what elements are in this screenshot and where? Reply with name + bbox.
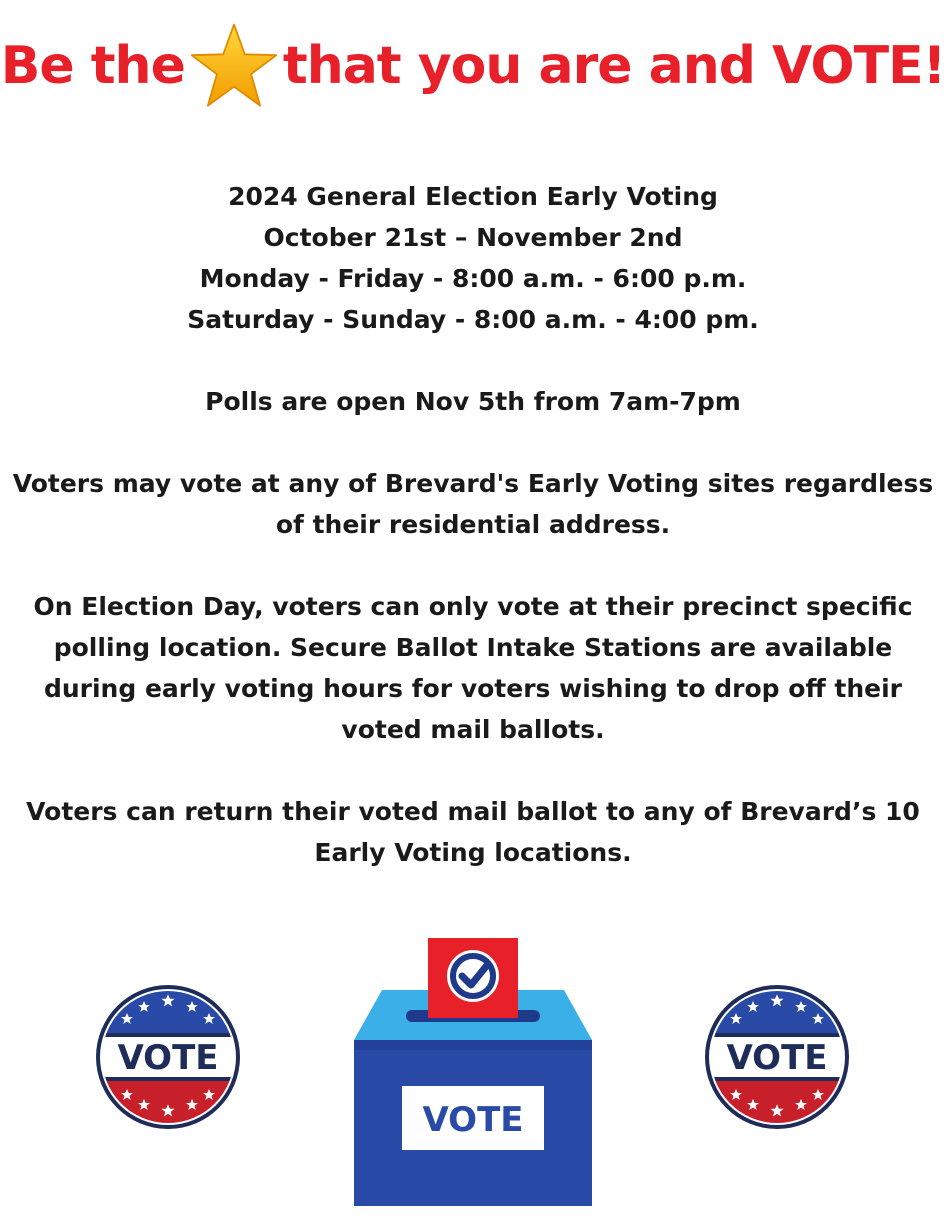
election-day-line: during early voting hours for voters wishing to drop off their <box>43 674 903 703</box>
election-day-line: voted mail ballots. <box>341 715 605 744</box>
schedule-dates: October 21st – November 2nd <box>263 223 683 252</box>
vote-badge-icon <box>703 983 851 1131</box>
early-voting-sites-paragraph <box>8 463 938 545</box>
badge-label-left: VOTE <box>117 1038 219 1078</box>
weekday-hours: Monday - Friday - 8:00 a.m. - 6:00 p.m. <box>199 264 747 293</box>
mail-ballot-line: Voters can return their voted mail ballot to any of Brevard’s 10 <box>26 797 920 826</box>
election-day-line: polling location. Secure Ballot Intake Stations are available <box>53 633 893 662</box>
schedule-title: 2024 General Election Early Voting <box>228 182 718 211</box>
early-voting-info <box>0 176 946 873</box>
mail-ballot-paragraph <box>18 791 928 873</box>
ballot-box-icon <box>354 936 592 1206</box>
headline <box>0 18 946 114</box>
headline-before: Be the <box>0 36 185 96</box>
weekend-hours: Saturday - Sunday - 8:00 a.m. - 4:00 pm. <box>187 305 759 334</box>
election-day-line: On Election Day, voters can only vote at their precinct specific <box>33 592 913 621</box>
early-voting-sites-line: of their residential address. <box>275 510 671 539</box>
headline-after: that you are and VOTE! <box>282 36 946 96</box>
polls-hours: Polls are open Nov 5th from 7am-7pm <box>205 387 741 416</box>
early-voting-sites-line: Voters may vote at any of Brevard's Early Voting sites regardless <box>12 469 934 498</box>
mail-ballot-line: Early Voting locations. <box>314 838 632 867</box>
badge-label-right: VOTE <box>726 1038 828 1078</box>
vote-badge-icon <box>94 983 242 1131</box>
star-icon <box>189 21 279 111</box>
ballot-box-label: VOTE <box>422 1100 524 1140</box>
election-day-paragraph <box>8 586 938 750</box>
